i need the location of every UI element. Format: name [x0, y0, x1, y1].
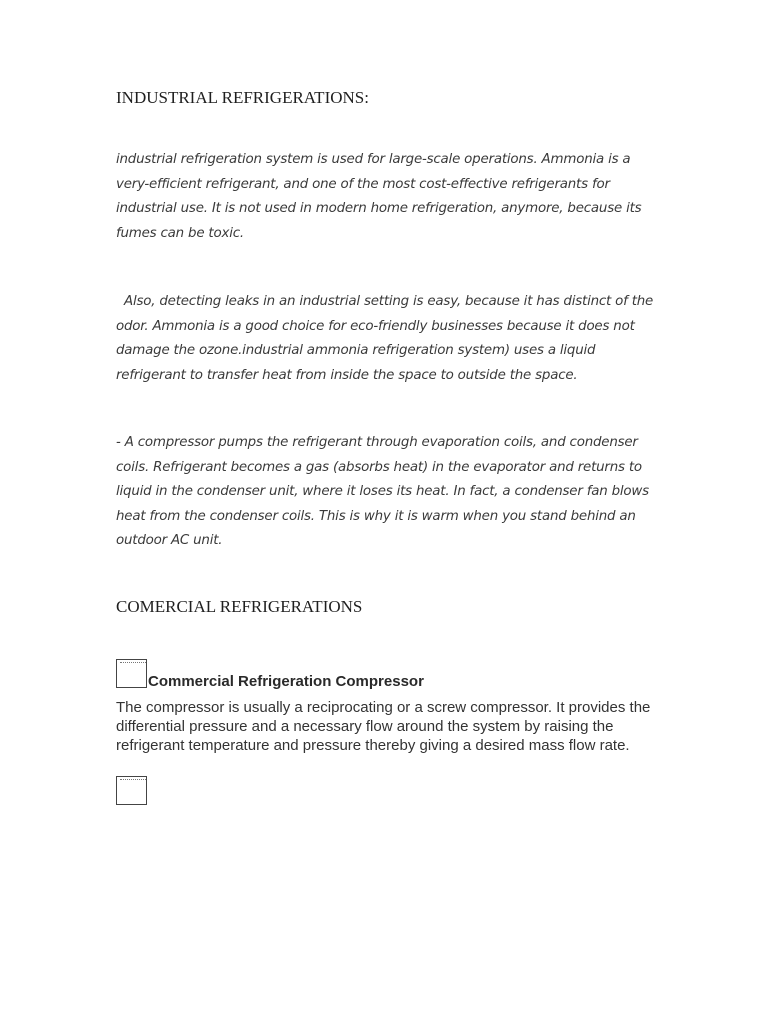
heading-commercial-refrigerations: COMERCIAL REFRIGERATIONS [116, 597, 363, 616]
paragraph-compressor-description: The compressor is usually a reciprocating or a screw compressor. It provides the differential pressure and a necessary flow around the system by raising the refrigerant temperature and pressure thereby giving a desired mass flow rate. [116, 699, 651, 754]
image-placeholder-bar [120, 662, 146, 665]
broken-image-placeholder [116, 776, 147, 805]
image-placeholder-bar [120, 779, 146, 782]
heading-industrial-refrigerations: INDUSTRIAL REFRIGERATIONS: [116, 88, 369, 107]
paragraph-industrial-compressor: - A compressor pumps the refrigerant through evaporation coils, and condenser coils. Refrigerant becomes a gas (absorbs heat) in the evaporator and returns to liquid in the condenser unit, where it loses its heat. In fact, a condenser fan blows heat from the condenser coils. This is why it is warm when you stand behind an outdoor AC unit. [116, 435, 649, 548]
paragraph-industrial-intro: industrial refrigeration system is used for large-scale operations. Ammonia is a very-efficient refrigerant, and one of the most cost-effective refrigerants for industrial use. It is not used in modern home refrigeration, anymore, because its fumes can be toxic. [116, 152, 642, 241]
paragraph-industrial-leaks: Also, detecting leaks in an industrial setting is easy, because it has distinct of the odor. Ammonia is a good choice for eco-friendly businesses because it does not damage the ozone.industrial ammonia refrigeration system) uses a liquid refrigerant to transfer heat from inside the space to outside the space. [116, 294, 654, 383]
broken-image-placeholder [116, 659, 147, 688]
subheading-commercial-compressor: Commercial Refrigeration Compressor [148, 673, 424, 690]
